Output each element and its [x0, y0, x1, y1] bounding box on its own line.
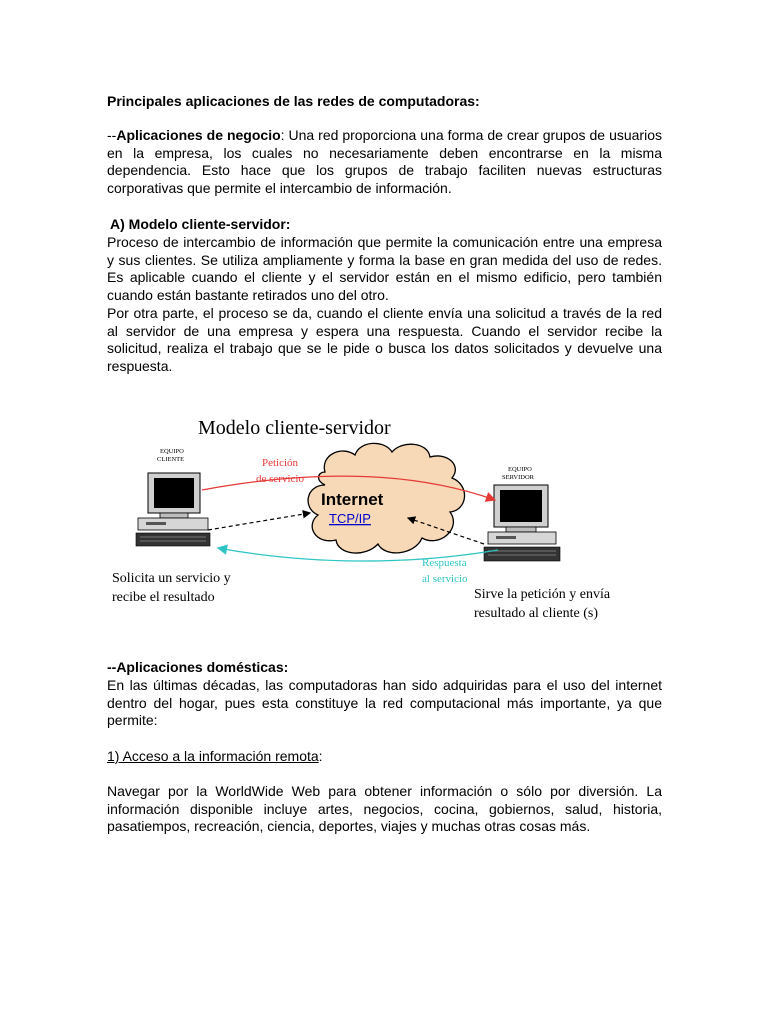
item-number: 1)	[107, 748, 120, 764]
client-computer-icon	[136, 473, 210, 546]
domestic-paragraph: En las últimas décadas, las computadoras han sido adquiridas para el uso del internet dentro del hogar, pues esta constituye la red computacional más importante, ya que permite:	[107, 677, 662, 729]
internet-cloud	[308, 443, 464, 553]
client-server-paragraph-1: Proceso de intercambio de información que permite la comunicación entre una empresa y sus clientes. Se utiliza ampliamente y forma la base en gran medida del uso de redes. Es aplicable cuando el cliente y el servidor están en el mismo edificio, pero también cuando están bastante retirados uno del otro.	[107, 234, 662, 304]
server-label-2: SERVIDOR	[502, 474, 534, 481]
list-item-remote-access	[107, 748, 662, 766]
domestic-heading: --Aplicaciones domésticas:	[107, 659, 289, 675]
response-label-1: Respuesta	[422, 557, 467, 569]
server-label-1: EQUIPO	[508, 466, 532, 473]
client-server-heading: A) Modelo cliente-servidor:	[110, 216, 291, 232]
business-label: Aplicaciones de negocio	[116, 127, 281, 143]
diagram-svg	[110, 400, 630, 630]
response-label-2: al servicio	[422, 573, 468, 585]
business-text: : Una red proporciona una forma de crear grupos de usuarios en la empresa, los cuales no necesariamente deben encontrarse en la misma dependencia. Esto hace que los grupos de trabajo faciliten nuevas estructuras corporativas que permite el intercambio de información.	[107, 127, 662, 197]
navigation-paragraph: Navegar por la WorldWide Web para obtener información o sólo por diversión. La información disponible incluye artes, negocios, cocina, gobiernos, salud, historia, pasatiempos, recreación, ciencia, deportes, viajes y muchas otras cosas más.	[107, 783, 662, 835]
server-computer-icon	[484, 485, 560, 561]
client-server-paragraph-2: Por otra parte, el proceso se da, cuando el cliente envía una solicitud a través de la red al servidor de una empresa y espera una respuesta. Cuando el servidor recibe la solicitud, realiza el trabajo que se le pide o busca los datos solicitados y devuelve una respuesta.	[107, 305, 662, 375]
server-caption-1: Sirve la petición y envía	[474, 587, 611, 602]
item-label: Acceso a la información remota	[119, 748, 319, 764]
business-prefix: --	[107, 127, 117, 143]
page-title: Principales aplicaciones de las redes de computadoras:	[107, 93, 480, 109]
client-label-2: CLIENTE	[157, 456, 185, 463]
client-caption-1: Solicita un servicio y	[112, 571, 231, 586]
business-paragraph	[107, 127, 662, 198]
request-label-1: Petición	[262, 457, 299, 469]
cloud-title: Internet	[321, 490, 384, 509]
request-label-2: de servicio	[256, 473, 304, 485]
client-label-1: EQUIPO	[160, 448, 184, 455]
diagram-title: Modelo cliente-servidor	[198, 417, 391, 439]
server-caption-2: resultado al cliente (s)	[474, 606, 599, 621]
client-caption-2: recibe el resultado	[112, 590, 215, 605]
client-server-diagram	[110, 400, 630, 630]
cloud-subtitle: TCP/IP	[329, 511, 371, 526]
client-link-line	[208, 513, 310, 530]
item-suffix: :	[318, 748, 323, 764]
